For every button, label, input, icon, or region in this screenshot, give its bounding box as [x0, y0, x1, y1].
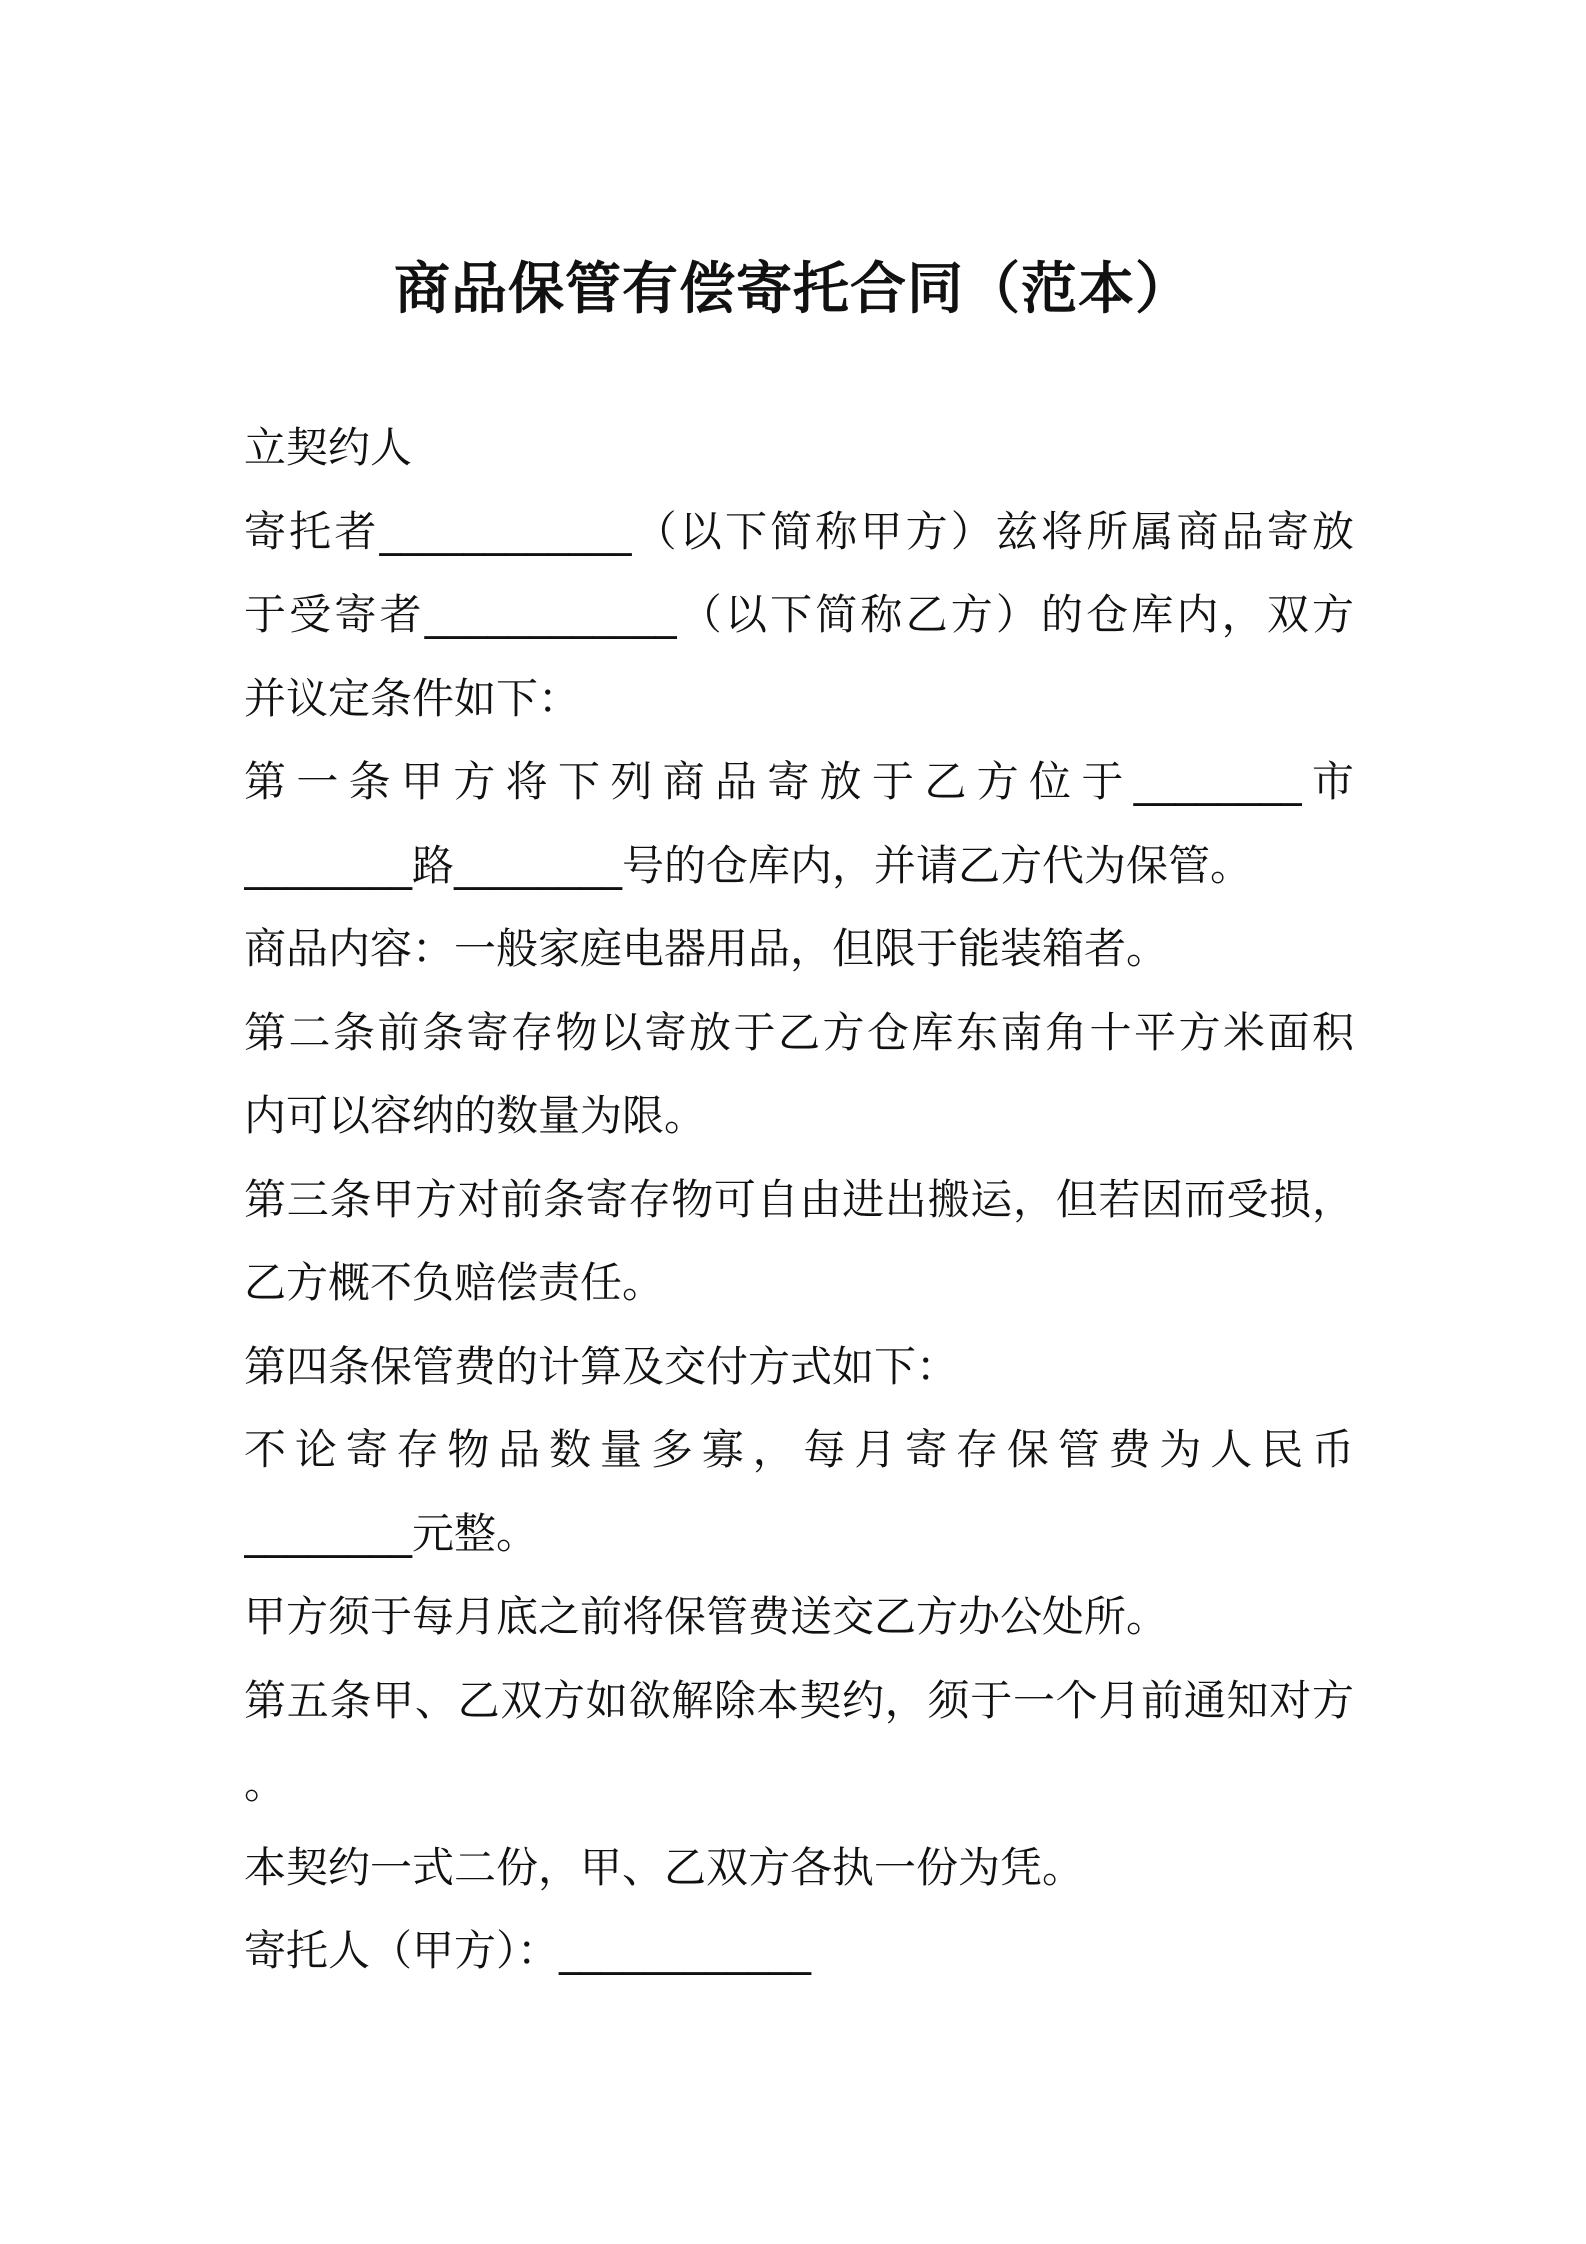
body-line: 第二条前条寄存物以寄放于乙方仓库东南角十平方米面积	[244, 1007, 1354, 1057]
body-line: 甲方须于每月底之前将保管费送交乙方办公处所。	[244, 1592, 1169, 1641]
body-line: 于受寄者____________（以下简称乙方）的仓库内，双方	[244, 590, 1354, 639]
document-title: 商品保管有偿寄托合同（范本）	[394, 257, 1192, 322]
body-line: ________元整。	[244, 1508, 539, 1558]
body-line: 并议定条件如下：	[244, 673, 581, 723]
body-line: 商品内容：一般家庭电器用品，但限于能装箱者。	[244, 924, 1169, 973]
body-line: 寄托者____________（以下简称甲方）兹将所属商品寄放	[244, 506, 1354, 556]
body-line: 第一条甲方将下列商品寄放于乙方位于________市	[244, 757, 1354, 806]
document-body	[244, 406, 1354, 1993]
body-line: 第五条甲、乙双方如欲解除本契约，须于一个月前通知对方	[244, 1675, 1354, 1725]
body-line: 不论寄存物品数量多寡，每月寄存保管费为人民币	[244, 1425, 1354, 1474]
body-line: 内可以容纳的数量为限。	[244, 1091, 707, 1140]
body-line: 立契约人	[244, 423, 413, 472]
body-line: 。	[244, 1759, 287, 1808]
body-line: 第三条甲方对前条寄存物可自由进出搬运，但若因而受损，	[244, 1174, 1354, 1224]
body-line: ________路________号的仓库内，并请乙方代为保管。	[244, 840, 1253, 890]
body-line: 第四条保管费的计算及交付方式如下：	[244, 1341, 959, 1391]
body-line: 寄托人（甲方）：____________	[244, 1926, 812, 1975]
body-line: 乙方概不负赔偿责任。	[244, 1258, 665, 1307]
body-line: 本契约一式二份，甲、乙双方各执一份为凭。	[244, 1842, 1085, 1892]
